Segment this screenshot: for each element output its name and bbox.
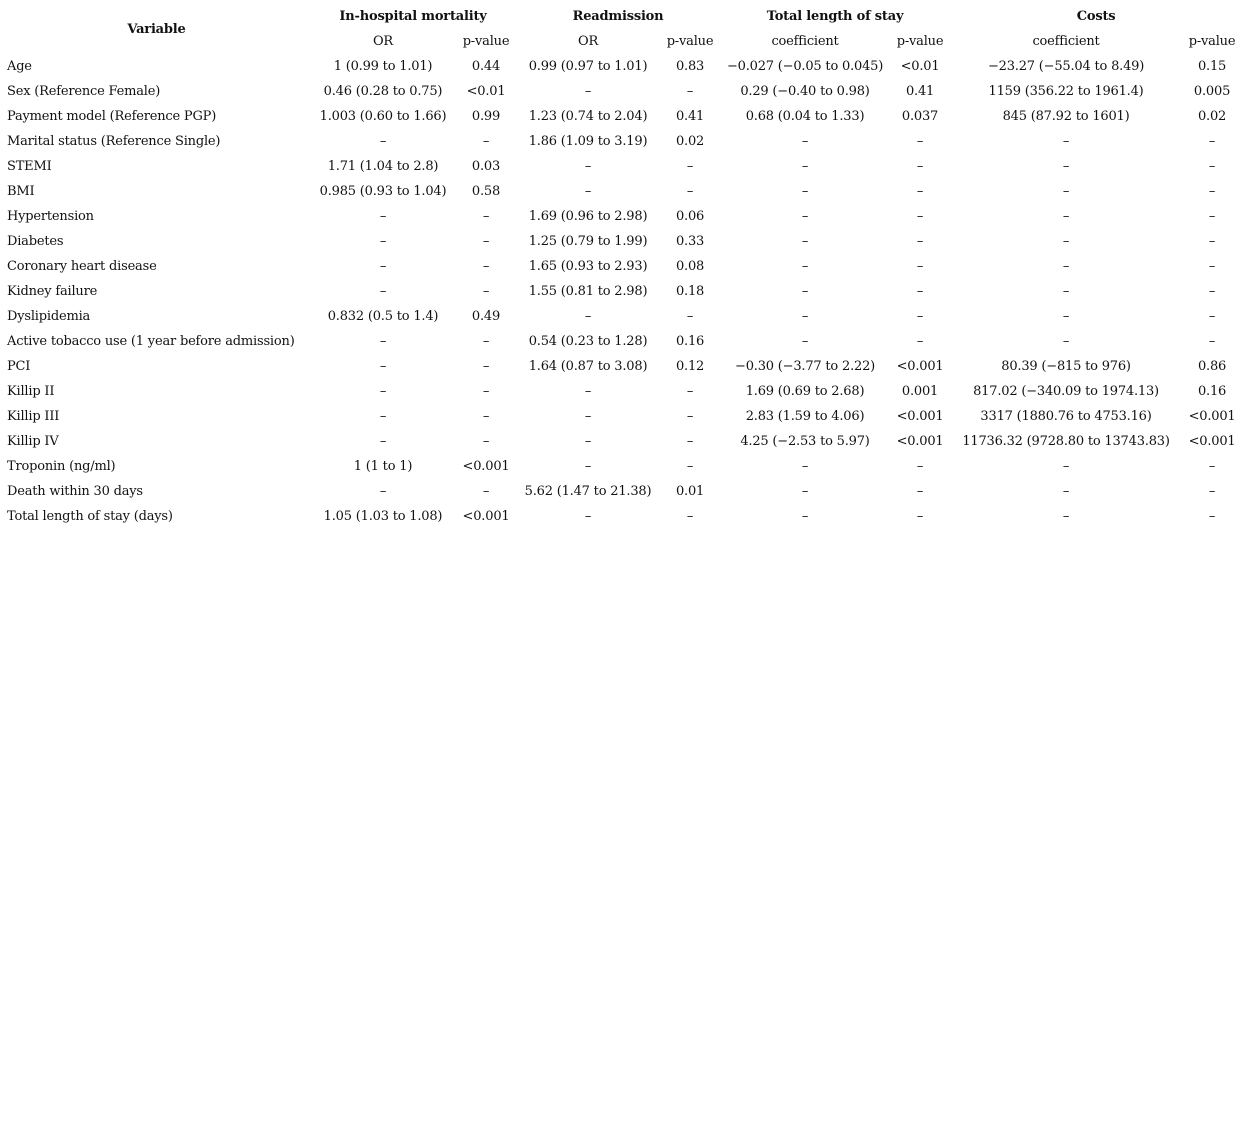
table-cell: – (801, 184, 809, 199)
table-cell: – (482, 209, 490, 224)
table-row (3, 304, 1242, 329)
table-cell: – (1062, 184, 1070, 199)
table-cell: 0.99 (0.97 to 1.01) (528, 59, 648, 74)
table-cell: – (916, 509, 924, 524)
table-cell: 0.54 (0.23 to 1.28) (528, 334, 648, 349)
group-header-row (3, 4, 1242, 29)
table-cell: −0.30 (−3.77 to 2.22) (735, 359, 876, 374)
table-cell: 1 (1 to 1) (353, 459, 413, 474)
table-cell: – (584, 159, 592, 174)
table-cell: – (686, 434, 694, 449)
table-row (3, 379, 1242, 404)
table-cell: 0.001 (901, 384, 939, 399)
table-cell: 0.68 (0.04 to 1.33) (745, 109, 865, 124)
table-cell: – (482, 134, 490, 149)
table-cell: 1.05 (1.03 to 1.08) (323, 509, 443, 524)
table-cell: – (584, 84, 592, 99)
table-cell: – (686, 184, 694, 199)
variable-label: Active tobacco use (1 year before admission) (7, 334, 295, 349)
table-cell: 0.83 (675, 59, 705, 74)
table-cell: – (482, 234, 490, 249)
table-cell: 0.08 (675, 259, 705, 274)
table-cell: 0.832 (0.5 to 1.4) (327, 309, 439, 324)
variable-label: Marital status (Reference Single) (7, 134, 221, 149)
table-cell: – (584, 384, 592, 399)
table-cell: <0.001 (896, 359, 944, 374)
table-cell: – (1208, 484, 1216, 499)
table-cell: 0.44 (471, 59, 501, 74)
table-cell: – (686, 384, 694, 399)
table-cell: – (801, 334, 809, 349)
table-cell: – (584, 309, 592, 324)
variable-label: Hypertension (7, 209, 94, 224)
table-cell: – (379, 284, 387, 299)
variable-label: Coronary heart disease (7, 259, 157, 274)
variable-label: Diabetes (7, 234, 64, 249)
table-cell: 0.03 (471, 159, 501, 174)
subheader-cell: OR (577, 34, 599, 49)
table-cell: <0.001 (896, 409, 944, 424)
table-cell: – (482, 484, 490, 499)
group-header-readmission: Readmission (572, 9, 664, 24)
variable-label: Killip II (7, 384, 55, 399)
subheader-cell: p-value (896, 34, 944, 49)
table-cell: – (1208, 209, 1216, 224)
table-cell: – (1208, 159, 1216, 174)
table-cell: – (686, 409, 694, 424)
table-cell: – (1062, 509, 1070, 524)
variable-column-header: Variable (127, 21, 186, 37)
table-cell: <0.01 (466, 84, 506, 99)
subheader-cell: OR (372, 34, 394, 49)
table-row (3, 54, 1242, 79)
table-cell: 11736.32 (9728.80 to 13743.83) (962, 434, 1170, 449)
table-cell: – (916, 459, 924, 474)
table-cell: – (379, 434, 387, 449)
table-cell: – (1208, 284, 1216, 299)
table-cell: 1.003 (0.60 to 1.66) (319, 109, 447, 124)
variable-label: Total length of stay (days) (7, 509, 173, 524)
table-cell: – (379, 409, 387, 424)
table-row (3, 129, 1242, 154)
table-row (3, 479, 1242, 504)
table-cell: 1.55 (0.81 to 2.98) (528, 284, 648, 299)
table-cell: – (801, 209, 809, 224)
table-cell: 0.15 (1197, 59, 1227, 74)
table-cell: 5.62 (1.47 to 21.38) (524, 484, 652, 499)
table-cell: – (801, 259, 809, 274)
table-row (3, 254, 1242, 279)
table-cell: – (482, 434, 490, 449)
table-cell: 1.86 (1.09 to 3.19) (528, 134, 648, 149)
variable-label: BMI (7, 184, 35, 199)
table-cell: – (379, 384, 387, 399)
table-row (3, 454, 1242, 479)
table-cell: – (1208, 334, 1216, 349)
group-header-mortality: In-hospital mortality (339, 9, 487, 24)
table-row (3, 204, 1242, 229)
subheader-cell: coefficient (771, 34, 839, 49)
subheader-cell: p-value (666, 34, 714, 49)
table-row (3, 229, 1242, 254)
table-cell: 0.16 (675, 334, 705, 349)
table-cell: – (801, 159, 809, 174)
table-cell: – (686, 509, 694, 524)
table-cell: – (482, 334, 490, 349)
table-cell: −23.27 (−55.04 to 8.49) (987, 59, 1145, 74)
table-cell: – (1062, 334, 1070, 349)
table-cell: – (379, 334, 387, 349)
variable-label: Killip III (7, 409, 60, 424)
table-cell: 1.65 (0.93 to 2.93) (528, 259, 648, 274)
table-cell: – (1062, 484, 1070, 499)
table-cell: 0.12 (675, 359, 705, 374)
subheader-cell: p-value (462, 34, 510, 49)
table-cell: 0.18 (675, 284, 705, 299)
table-cell: <0.001 (462, 459, 510, 474)
variable-label: PCI (7, 359, 31, 374)
table-cell: – (1062, 159, 1070, 174)
table-cell: – (379, 209, 387, 224)
table-cell: <0.01 (900, 59, 940, 74)
table-cell: – (1208, 459, 1216, 474)
table-cell: <0.001 (1188, 409, 1236, 424)
table-cell: – (482, 259, 490, 274)
table-cell: 0.02 (1197, 109, 1227, 124)
table-cell: – (801, 234, 809, 249)
table-cell: – (916, 134, 924, 149)
variable-label: STEMI (7, 159, 52, 174)
variable-label: Troponin (ng/ml) (7, 459, 116, 474)
table-cell: – (916, 284, 924, 299)
table-cell: 0.86 (1197, 359, 1227, 374)
table-cell: – (916, 159, 924, 174)
table-cell: – (1062, 134, 1070, 149)
table-cell: – (916, 209, 924, 224)
table-cell: – (1062, 209, 1070, 224)
table-row (3, 104, 1242, 129)
table-cell: 845 (87.92 to 1601) (1002, 109, 1130, 124)
table-cell: 0.037 (901, 109, 939, 124)
table-row (3, 404, 1242, 429)
table-cell: – (1208, 509, 1216, 524)
table-row (3, 429, 1242, 454)
table-cell: 1 (0.99 to 1.01) (333, 59, 433, 74)
table-cell: – (1208, 134, 1216, 149)
table-cell: – (482, 409, 490, 424)
table-cell: – (1208, 234, 1216, 249)
table-cell: – (379, 134, 387, 149)
table-cell: – (584, 434, 592, 449)
table-cell: 1.23 (0.74 to 2.04) (528, 109, 648, 124)
table-cell: – (379, 259, 387, 274)
table-cell: – (1208, 184, 1216, 199)
table-cell: 0.02 (675, 134, 705, 149)
table-cell: <0.001 (462, 509, 510, 524)
table-row (3, 179, 1242, 204)
table-cell: – (916, 309, 924, 324)
group-header-length-of-stay: Total length of stay (766, 9, 904, 24)
table-cell: 0.005 (1193, 84, 1231, 99)
table-cell: – (916, 234, 924, 249)
table-cell: – (584, 459, 592, 474)
variable-label: Death within 30 days (7, 484, 143, 499)
table-cell: – (801, 284, 809, 299)
table-row (3, 329, 1242, 354)
table-cell: – (801, 134, 809, 149)
table-cell: 0.41 (675, 109, 705, 124)
table-cell: – (379, 484, 387, 499)
table-cell: – (916, 184, 924, 199)
table-cell: 80.39 (−815 to 976) (1001, 359, 1131, 374)
table-cell: 3317 (1880.76 to 4753.16) (980, 409, 1152, 424)
table-cell: – (1062, 234, 1070, 249)
variable-label: Age (7, 59, 32, 74)
table-cell: – (379, 359, 387, 374)
table-cell: – (1208, 309, 1216, 324)
table-cell: – (1062, 259, 1070, 274)
table-cell: 1.25 (0.79 to 1.99) (528, 234, 648, 249)
table-cell: 0.49 (471, 309, 501, 324)
table-cell: – (482, 359, 490, 374)
table-cell: – (916, 334, 924, 349)
table-cell: 0.16 (1197, 384, 1227, 399)
table-cell: – (584, 509, 592, 524)
table-cell: 0.06 (675, 209, 705, 224)
table-cell: – (482, 384, 490, 399)
table-cell: <0.001 (896, 434, 944, 449)
table-cell: 0.985 (0.93 to 1.04) (319, 184, 447, 199)
table-cell: – (801, 484, 809, 499)
table-cell: – (801, 509, 809, 524)
table-row (3, 504, 1242, 529)
variable-label: Payment model (Reference PGP) (7, 109, 217, 124)
table-cell: – (1062, 284, 1070, 299)
subheader-cell: p-value (1188, 34, 1236, 49)
table-header (3, 4, 1242, 54)
table-cell: −0.027 (−0.05 to 0.045) (726, 59, 884, 74)
table-cell: – (686, 84, 694, 99)
table-cell: 4.25 (−2.53 to 5.97) (740, 434, 870, 449)
table-body (3, 54, 1242, 529)
table-cell: – (916, 484, 924, 499)
table-cell: 817.02 (−340.09 to 1974.13) (973, 384, 1159, 399)
table-cell: 0.01 (675, 484, 705, 499)
table-cell: – (584, 184, 592, 199)
variable-label: Killip IV (7, 434, 59, 449)
variable-label: Dyslipidemia (7, 309, 91, 324)
subheader-cell: coefficient (1032, 34, 1100, 49)
table-cell: – (686, 309, 694, 324)
table-cell: – (482, 284, 490, 299)
table-row (3, 279, 1242, 304)
table-cell: 0.46 (0.28 to 0.75) (323, 84, 443, 99)
table-cell: – (379, 234, 387, 249)
table-cell: 1.64 (0.87 to 3.08) (528, 359, 648, 374)
table-cell: 1.71 (1.04 to 2.8) (327, 159, 439, 174)
table-cell: – (584, 409, 592, 424)
table-cell: 1.69 (0.96 to 2.98) (528, 209, 648, 224)
group-header-costs: Costs (1076, 9, 1116, 24)
table-cell: <0.001 (1188, 434, 1236, 449)
table-row (3, 354, 1242, 379)
variable-label: Sex (Reference Female) (7, 84, 161, 99)
table-cell: – (686, 159, 694, 174)
regression-results-table (3, 4, 1242, 529)
table-cell: 0.99 (471, 109, 501, 124)
table-cell: 0.33 (675, 234, 705, 249)
table-cell: 2.83 (1.59 to 4.06) (745, 409, 865, 424)
table-cell: – (686, 459, 694, 474)
table-cell: 0.58 (471, 184, 501, 199)
table-cell: – (801, 309, 809, 324)
table-cell: – (1208, 259, 1216, 274)
regression-results-table-container (3, 4, 1242, 529)
table-cell: – (916, 259, 924, 274)
table-cell: 1.69 (0.69 to 2.68) (745, 384, 865, 399)
table-cell: – (1062, 459, 1070, 474)
table-cell: 0.29 (−0.40 to 0.98) (740, 84, 870, 99)
table-row (3, 154, 1242, 179)
table-cell: – (1062, 309, 1070, 324)
table-cell: – (801, 459, 809, 474)
table-cell: 1159 (356.22 to 1961.4) (988, 84, 1144, 99)
variable-label: Kidney failure (7, 284, 98, 299)
table-row (3, 79, 1242, 104)
table-cell: 0.41 (905, 84, 935, 99)
